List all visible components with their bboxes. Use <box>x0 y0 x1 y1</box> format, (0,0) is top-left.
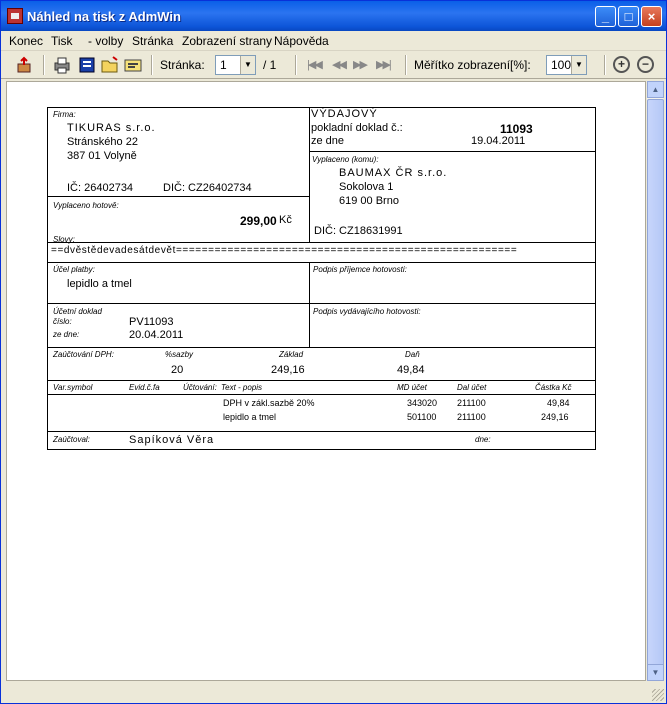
row-1-md: 343020 <box>407 398 438 408</box>
paid-to-dic: DIČ: CZ18631991 <box>314 225 403 237</box>
header-md: MD účet <box>397 383 427 392</box>
vat-rate-label: %sazby <box>165 350 194 359</box>
header-var-symbol: Var.symbol <box>53 383 93 392</box>
cash-voucher <box>47 107 596 450</box>
exit-icon[interactable] <box>15 56 33 74</box>
scroll-up-icon[interactable]: ▲ <box>647 81 664 98</box>
words-label: Slovy: <box>53 235 75 244</box>
chevron-down-icon[interactable]: ▼ <box>240 56 255 74</box>
menu-napoveda[interactable]: Nápověda <box>274 34 329 48</box>
maximize-button[interactable]: □ <box>618 6 639 27</box>
posted-by: Sapíková Věra <box>129 434 215 446</box>
close-button[interactable]: × <box>641 6 662 27</box>
vertical-scrollbar[interactable] <box>646 81 663 681</box>
row-2-text: lepidlo a tmel <box>223 412 277 422</box>
window-title: Náhled na tisk z AdmWin <box>27 9 181 24</box>
words-value: ==dvěstědevadesátdevět===================================================== <box>51 245 518 256</box>
paid-to-label: Vyplaceno (komu): <box>312 155 379 164</box>
acc-doc-date: 20.04.2011 <box>129 329 184 341</box>
row-2-amount: 249,16 <box>541 412 569 422</box>
issuer-sign-label: Podpis vydávajícího hotovosti: <box>313 307 421 316</box>
export-icon[interactable] <box>124 56 142 74</box>
minimize-button[interactable]: _ <box>595 6 616 27</box>
acc-doc-date-label: ze dne: <box>53 330 80 339</box>
firma-label: Firma: <box>53 110 76 119</box>
acc-doc-label: Účetní doklad <box>53 307 102 316</box>
row-1-dal: 211100 <box>457 398 486 408</box>
header-amount: Částka Kč <box>535 383 572 392</box>
header-uctovani: Účtování: <box>183 383 217 392</box>
header-dal: Dal účet <box>457 383 487 392</box>
paid-to-name: BAUMAX ČR s.r.o. <box>339 167 448 179</box>
firma-name: TIKURAS s.r.o. <box>67 122 156 134</box>
previous-page-icon[interactable]: ◀◀ <box>332 59 345 71</box>
firma-dic: DIČ: CZ26402734 <box>163 182 252 194</box>
acc-doc-no: PV11093 <box>129 316 174 328</box>
cash-label: Vyplaceno hotově: <box>53 201 119 210</box>
menu-volby[interactable]: - volby <box>88 34 124 48</box>
menu-stranka[interactable]: Stránka <box>132 34 174 48</box>
vat-rate: 20 <box>171 364 184 376</box>
header-evid: Evid.č.fa <box>129 383 160 392</box>
posted-label: Zaúčtoval: <box>53 435 90 444</box>
doc-date-label: ze dne <box>311 135 345 147</box>
vat-base: 249,16 <box>271 364 305 376</box>
next-page-icon[interactable]: ▶▶ <box>353 59 366 71</box>
page-label: Stránka: <box>160 58 205 72</box>
posted-date-label: dne: <box>475 435 491 444</box>
zoom-in-icon[interactable]: + <box>613 56 630 73</box>
firma-street: Stránského 22 <box>67 136 138 148</box>
acc-doc-no-label: číslo: <box>53 317 72 326</box>
header-text: Text - popis <box>221 383 263 392</box>
vat-label: Zaúčtování DPH: <box>53 350 114 359</box>
chevron-down-icon[interactable]: ▼ <box>571 56 586 74</box>
menu-tisk[interactable]: Tisk <box>51 34 73 48</box>
last-page-icon[interactable]: ▶▶| <box>376 59 390 71</box>
menu-bar <box>1 31 666 51</box>
receiver-sign-label: Podpis příjemce hotovosti: <box>313 265 407 274</box>
doc-number: 11093 <box>500 122 533 136</box>
page-setup-icon[interactable] <box>78 56 96 74</box>
title-bar[interactable] <box>1 1 666 31</box>
row-2-md: 501100 <box>407 412 437 422</box>
zoom-label: Měřítko zobrazení[%]: <box>414 58 531 72</box>
zoom-out-icon[interactable]: − <box>637 56 654 73</box>
row-1-amount: 49,84 <box>547 398 570 408</box>
firma-city: 387 01 Volyně <box>67 150 137 162</box>
purpose-label: Účel platby: <box>53 265 95 274</box>
first-page-icon[interactable]: |◀◀ <box>307 59 321 71</box>
menu-konec[interactable]: Konec <box>9 34 44 48</box>
doc-type: VÝDAJOVÝ <box>311 108 378 120</box>
vat-base-label: Základ <box>279 350 304 359</box>
cash-currency: Kč <box>279 214 292 226</box>
resize-grip-icon[interactable] <box>652 689 664 701</box>
purpose-value: lepidlo a tmel <box>67 278 132 290</box>
toolbar <box>1 51 666 79</box>
page-select[interactable]: 1 ▼ <box>215 55 256 75</box>
zoom-select[interactable]: 100 ▼ <box>546 55 587 75</box>
open-folder-icon[interactable] <box>101 56 119 74</box>
firma-ic: IČ: 26402734 <box>67 182 134 194</box>
doc-date: 19.04.2011 <box>471 135 526 147</box>
page-total: / 1 <box>263 58 277 72</box>
status-bar <box>1 684 666 703</box>
paid-to-street: Sokolova 1 <box>339 181 394 193</box>
paid-to-city: 619 00 Brno <box>339 195 399 207</box>
scroll-down-icon[interactable]: ▼ <box>647 664 664 681</box>
vat-tax: 49,84 <box>397 364 425 376</box>
print-icon[interactable] <box>53 56 71 74</box>
preview-area <box>6 81 646 681</box>
cash-amount: 299,00 <box>240 214 277 228</box>
scroll-thumb[interactable] <box>647 99 664 674</box>
app-icon <box>7 8 23 24</box>
row-1-text: DPH v zákl.sazbě 20% <box>223 398 315 408</box>
doc-subtitle: pokladní doklad č.: <box>311 122 403 134</box>
row-2-dal: 211100 <box>457 412 486 422</box>
vat-tax-label: Daň <box>405 350 420 359</box>
menu-zobrazeni-strany[interactable]: Zobrazení strany <box>182 34 273 48</box>
